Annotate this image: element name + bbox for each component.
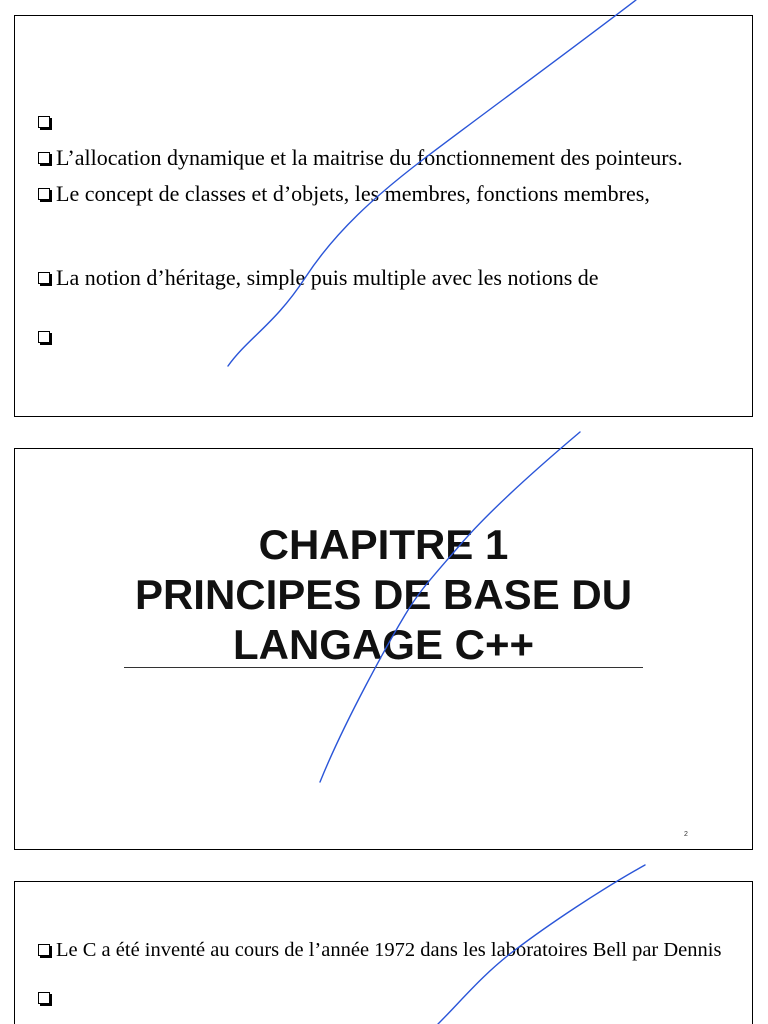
slide-3 bbox=[14, 881, 753, 1024]
bullet-item bbox=[38, 937, 721, 963]
title-underline bbox=[124, 667, 643, 668]
bullet-text: La notion d’héritage, simple puis multiple avec les notions de bbox=[56, 265, 599, 290]
bullet-text: Le C a été inventé au cours de l’année 1972 dans les laboratoires Bell par Dennis bbox=[56, 939, 722, 961]
slide-2 bbox=[14, 448, 753, 850]
title-line: PRINCIPES DE BASE DU bbox=[134, 571, 633, 618]
page-number: 2 bbox=[684, 831, 688, 838]
checkbox-bullet-icon bbox=[38, 944, 50, 956]
title-line: LANGAGE C++ bbox=[232, 621, 535, 668]
bullet-item bbox=[38, 145, 683, 171]
slide-1 bbox=[14, 15, 753, 417]
bullet-item bbox=[38, 985, 56, 1011]
checkbox-bullet-icon bbox=[38, 116, 50, 128]
bullet-item bbox=[38, 109, 56, 135]
checkbox-bullet-icon bbox=[38, 331, 50, 343]
bullet-item bbox=[38, 181, 650, 207]
checkbox-bullet-icon bbox=[38, 992, 50, 1004]
bullet-item bbox=[38, 265, 599, 291]
bullet-text: L’allocation dynamique et la maitrise du fonctionnement des pointeurs. bbox=[56, 145, 683, 170]
bullet-item bbox=[38, 324, 56, 350]
checkbox-bullet-icon bbox=[38, 152, 50, 164]
slide-title bbox=[15, 520, 752, 670]
bullet-text: Le concept de classes et d’objets, les membres, fonctions membres, bbox=[56, 181, 650, 206]
checkbox-bullet-icon bbox=[38, 188, 50, 200]
title-line: CHAPITRE 1 bbox=[258, 521, 509, 568]
checkbox-bullet-icon bbox=[38, 272, 50, 284]
